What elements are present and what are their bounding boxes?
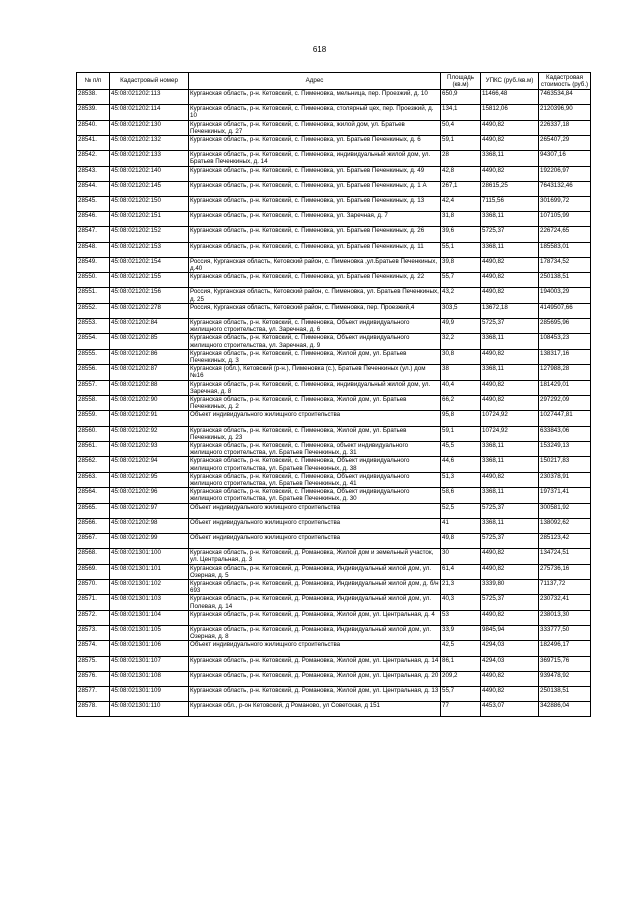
cell-upks: 3368,11 — [481, 151, 539, 166]
cell-upks: 3368,11 — [481, 441, 539, 456]
page-number: 618 — [312, 45, 327, 54]
cell-upks: 5725,37 — [481, 318, 539, 333]
cell-num: 28571. — [77, 595, 110, 610]
cell-cadastral: 45:08:021202:94 — [110, 457, 189, 472]
cell-address: Курганская область, р-н. Кетовский, д. Романовка, Индивидуальный жилой дом, ул. Озерная, д. 8 — [189, 625, 441, 640]
cell-cadastral: 45:08:021202:140 — [110, 166, 189, 181]
cell-cadastral: 45:08:021202:153 — [110, 242, 189, 257]
cell-cadastral: 45:08:021202:90 — [110, 395, 189, 410]
cell-address: Курганская область, р-н. Кетовский, с. Пименовка, ул. Братьев Печенкиных, д. 26 — [189, 227, 441, 242]
cell-cost: 197371,41 — [539, 488, 591, 503]
cell-address: Курганская область, р-н. Кетовский, с. Пименовка, Жилой дом, ул. Братьев Печенкиных, д. 3 — [189, 349, 441, 364]
cell-num: 28562. — [77, 457, 110, 472]
cell-num: 28544. — [77, 181, 110, 196]
cell-area: 21,3 — [441, 579, 481, 594]
table-row — [77, 380, 591, 395]
cell-area: 43,2 — [441, 288, 481, 303]
cell-upks: 4294,03 — [481, 641, 539, 656]
cell-num: 28539. — [77, 105, 110, 120]
cell-upks: 5725,37 — [481, 595, 539, 610]
table-row — [77, 579, 591, 594]
cell-upks: 5725,37 — [481, 503, 539, 518]
table-row — [77, 564, 591, 579]
cell-num: 28553. — [77, 318, 110, 333]
cell-area: 59,1 — [441, 426, 481, 441]
cell-cost: 138092,62 — [539, 518, 591, 533]
cell-upks: 4490,82 — [481, 136, 539, 151]
cell-num: 28576. — [77, 671, 110, 686]
cell-address: Курганская область, р-н. Кетовский, с. Пименовка, индивидуальный жилой дом, ул. Заречная, д. 8 — [189, 380, 441, 395]
table-row — [77, 625, 591, 640]
cell-upks: 3368,11 — [481, 518, 539, 533]
cell-address: Курганская область, р-н. Кетовский, д. Романовка, Жилой дом, ул. Центральная, д. 20 — [189, 671, 441, 686]
cell-num: 28563. — [77, 472, 110, 487]
cell-cost: 178734,52 — [539, 257, 591, 272]
cell-upks: 28615,25 — [481, 181, 539, 196]
cell-cadastral: 45:08:021202:133 — [110, 151, 189, 166]
cell-upks: 4490,82 — [481, 120, 539, 135]
cell-cost: 297292,09 — [539, 395, 591, 410]
cell-cost: 134724,51 — [539, 549, 591, 564]
cell-area: 53 — [441, 610, 481, 625]
cell-cadastral: 45:08:021202:114 — [110, 105, 189, 120]
cell-cadastral: 45:08:021202:86 — [110, 349, 189, 364]
cell-cadastral: 45:08:021301:108 — [110, 671, 189, 686]
cell-upks: 4490,82 — [481, 166, 539, 181]
cell-num: 28575. — [77, 656, 110, 671]
table-row — [77, 656, 591, 671]
table-row — [77, 303, 591, 318]
cell-area: 51,3 — [441, 472, 481, 487]
table-row — [77, 90, 591, 105]
cell-area: 50,4 — [441, 120, 481, 135]
cell-cadastral: 45:08:021202:84 — [110, 318, 189, 333]
cadastral-table — [76, 72, 591, 717]
cell-cadastral: 45:08:021202:87 — [110, 365, 189, 380]
cell-address: Объект индивидуального жилищного строительства — [189, 641, 441, 656]
table-row — [77, 288, 591, 303]
cell-cadastral: 45:08:021301:109 — [110, 686, 189, 701]
cell-num: 28557. — [77, 380, 110, 395]
cell-area: 33,9 — [441, 625, 481, 640]
table-row — [77, 457, 591, 472]
cell-cost: 275736,16 — [539, 564, 591, 579]
cell-address: Россия, Курганская область, Кетовский район, с. Пименовка ,ул.Братьев Печенкиных, д.40 — [189, 257, 441, 272]
cell-area: 77 — [441, 702, 481, 717]
table-row — [77, 395, 591, 410]
cell-address: Курганская область, р-н. Кетовский, д. Романовка, Индивидуальный жилой дом, ул. Полевая, д. 14 — [189, 595, 441, 610]
cell-address: Курганская область, р-н. Кетовский, с. Пименовка, объект индивидуального жилищного строительства, ул. Братьев Печенкиных, д. 31 — [189, 441, 441, 456]
cell-upks: 7115,56 — [481, 196, 539, 211]
cell-area: 30 — [441, 549, 481, 564]
cell-num: 28554. — [77, 334, 110, 349]
cell-cost: 939478,92 — [539, 671, 591, 686]
cell-cost: 285123,42 — [539, 533, 591, 548]
cell-cost: 181429,01 — [539, 380, 591, 395]
cell-area: 31,8 — [441, 212, 481, 227]
cell-address: Курганская область, р-н. Кетовский, с. Пименовка, Объект индивидуального жилищного строительства, ул. Заречная, д. 9 — [189, 334, 441, 349]
cell-upks: 4490,82 — [481, 671, 539, 686]
cell-num: 28546. — [77, 212, 110, 227]
cell-area: 134,1 — [441, 105, 481, 120]
table-row — [77, 686, 591, 701]
cell-upks: 9845,94 — [481, 625, 539, 640]
table-row — [77, 196, 591, 211]
header-cadastral: Кадастровый номер — [110, 73, 189, 90]
cell-cost: 226337,18 — [539, 120, 591, 135]
cell-address: Объект индивидуального жилищного строительства — [189, 533, 441, 548]
cell-address: Курганская область, р-н. Кетовский, с. Пименовка, Жилой дом, ул. Братьев Печенкиных, д. 23 — [189, 426, 441, 441]
header-upks: УПКС (руб./кв.м) — [481, 73, 539, 90]
cell-cost: 265407,29 — [539, 136, 591, 151]
cell-cadastral: 45:08:021301:105 — [110, 625, 189, 640]
cell-cadastral: 45:08:021202:152 — [110, 227, 189, 242]
cell-num: 28572. — [77, 610, 110, 625]
cell-address: Курганская область, р-н. Кетовский, с. Пименовка, Объект индивидуального жилищного строительства, ул. Братьев Печенкиных, д. 41 — [189, 472, 441, 487]
cell-num: 28570. — [77, 579, 110, 594]
cell-area: 55,1 — [441, 242, 481, 257]
table-row — [77, 595, 591, 610]
cell-address: Курганская область, р-н. Кетовский, с. Пименовка, столярный цех, пер. Проезжий, д. 10 — [189, 105, 441, 120]
cell-cadastral: 45:08:021202:145 — [110, 181, 189, 196]
cell-address: Курганская область, р-н. Кетовский, с. Пименовка, жилой дом, ул. Братьев Печенкиных, д. 27 — [189, 120, 441, 135]
cell-cadastral: 45:08:021301:103 — [110, 595, 189, 610]
cell-upks: 3368,11 — [481, 365, 539, 380]
cell-address: Россия, Курганская область, Кетовский район, с. Пименовка, пер. Проезжий,4 — [189, 303, 441, 318]
cell-cost: 342886,04 — [539, 702, 591, 717]
table-row — [77, 411, 591, 426]
cell-address: Курганская область, р-н. Кетовский, с. Пименовка, мельница, пер. Проезжий, д. 10 — [189, 90, 441, 105]
cell-cost: 285695,96 — [539, 318, 591, 333]
cell-address: Курганская область, р-н. Кетовский, д. Романовка, Жилой дом, ул. Центральная, д. 14 — [189, 656, 441, 671]
table-row — [77, 472, 591, 487]
cell-cost: 192206,97 — [539, 166, 591, 181]
header-num: № п/п — [77, 73, 110, 90]
cell-num: 28548. — [77, 242, 110, 257]
table-row — [77, 426, 591, 441]
cell-cost: 182496,17 — [539, 641, 591, 656]
table-row — [77, 641, 591, 656]
table-row — [77, 533, 591, 548]
cell-area: 44,6 — [441, 457, 481, 472]
cell-num: 28574. — [77, 641, 110, 656]
cell-num: 28567. — [77, 533, 110, 548]
cell-cost: 238013,30 — [539, 610, 591, 625]
cell-upks: 10724,92 — [481, 411, 539, 426]
cell-area: 39,8 — [441, 257, 481, 272]
cell-num: 28573. — [77, 625, 110, 640]
cell-area: 30,8 — [441, 349, 481, 364]
cell-num: 28568. — [77, 549, 110, 564]
cell-cost: 153249,13 — [539, 441, 591, 456]
cell-num: 28550. — [77, 273, 110, 288]
cell-area: 40,3 — [441, 595, 481, 610]
cell-cadastral: 45:08:021202:155 — [110, 273, 189, 288]
table-row — [77, 181, 591, 196]
cell-cost: 150217,83 — [539, 457, 591, 472]
cell-upks: 4490,82 — [481, 472, 539, 487]
cell-upks: 3368,11 — [481, 334, 539, 349]
cell-upks: 4490,82 — [481, 380, 539, 395]
cell-upks: 5725,37 — [481, 533, 539, 548]
cell-area: 650,9 — [441, 90, 481, 105]
cell-address: Курганская обл., р-он Кетовский, д Романово, ул Советская, д 151 — [189, 702, 441, 717]
cell-area: 38 — [441, 365, 481, 380]
cell-upks: 4294,03 — [481, 656, 539, 671]
cell-cost: 107105,99 — [539, 212, 591, 227]
cell-cost: 138317,16 — [539, 349, 591, 364]
cell-upks: 4490,82 — [481, 273, 539, 288]
cell-address: Объект индивидуального жилищного строительства — [189, 503, 441, 518]
cell-upks: 3368,11 — [481, 242, 539, 257]
cell-cost: 1027447,81 — [539, 411, 591, 426]
table-row — [77, 257, 591, 272]
cell-area: 95,8 — [441, 411, 481, 426]
cell-upks: 4490,82 — [481, 610, 539, 625]
table-row — [77, 242, 591, 257]
cell-address: Курганская область, р-н. Кетовский, с. Пименовка, Жилой дом, ул. Братьев Печенкиных, д. 2 — [189, 395, 441, 410]
cell-area: 55,7 — [441, 273, 481, 288]
table-row — [77, 227, 591, 242]
cell-area: 40,4 — [441, 380, 481, 395]
cell-num: 28560. — [77, 426, 110, 441]
cell-cost: 226724,65 — [539, 227, 591, 242]
cell-cadastral: 45:08:021202:278 — [110, 303, 189, 318]
cell-num: 28558. — [77, 395, 110, 410]
cell-address: Курганская область, р-н. Кетовский, д. Романовка, Жилой дом, ул. Центральная, д. 13 — [189, 686, 441, 701]
cell-cadastral: 45:08:021202:99 — [110, 533, 189, 548]
cell-num: 28552. — [77, 303, 110, 318]
cell-address: Курганская область, р-н. Кетовский, с. Пименовка, ул. Братьев Печенкиных, д. 6 — [189, 136, 441, 151]
cell-area: 32,2 — [441, 334, 481, 349]
cell-upks: 3339,80 — [481, 579, 539, 594]
cell-cadastral: 45:08:021202:95 — [110, 472, 189, 487]
cell-cadastral: 45:08:021202:97 — [110, 503, 189, 518]
cell-area: 39,6 — [441, 227, 481, 242]
cell-address: Курганская область, р-н. Кетовский, с. Пименовка, индивидуальный жилой дом, ул. Братьев Печенкиных, д. 14 — [189, 151, 441, 166]
cell-cost: 194003,29 — [539, 288, 591, 303]
cell-num: 28566. — [77, 518, 110, 533]
cell-cadastral: 45:08:021202:91 — [110, 411, 189, 426]
table-row — [77, 105, 591, 120]
cell-area: 303,5 — [441, 303, 481, 318]
cell-cost: 369715,76 — [539, 656, 591, 671]
cell-cadastral: 45:08:021202:88 — [110, 380, 189, 395]
cell-cadastral: 45:08:021301:110 — [110, 702, 189, 717]
cell-cadastral: 45:08:021202:154 — [110, 257, 189, 272]
cell-upks: 13672,18 — [481, 303, 539, 318]
cell-upks: 4490,82 — [481, 564, 539, 579]
cell-cost: 633843,06 — [539, 426, 591, 441]
cell-num: 28569. — [77, 564, 110, 579]
cell-area: 61,4 — [441, 564, 481, 579]
table-row — [77, 549, 591, 564]
cell-num: 28547. — [77, 227, 110, 242]
cell-cadastral: 45:08:021202:150 — [110, 196, 189, 211]
cell-cost: 4149507,66 — [539, 303, 591, 318]
cell-cost: 301699,72 — [539, 196, 591, 211]
cell-address: Россия, Курганская область, Кетовский район, с. Пименовка, ул. Братьев Печенкиных, д. 25 — [190, 288, 439, 303]
table-row — [77, 503, 591, 518]
cell-address: Курганская область, р-н. Кетовский, д. Романовка, Жилой дом, ул. Центральная, д. 4 — [189, 610, 441, 625]
table-row — [77, 212, 591, 227]
table-row — [77, 441, 591, 456]
cell-cadastral: 45:08:021301:100 — [110, 549, 189, 564]
cell-upks: 10724,92 — [481, 426, 539, 441]
cell-num: 28540. — [77, 120, 110, 135]
cell-cost: 108453,23 — [539, 334, 591, 349]
cell-area: 58,6 — [441, 488, 481, 503]
cell-cadastral: 45:08:021301:107 — [110, 656, 189, 671]
cell-area: 42,4 — [441, 196, 481, 211]
header-address: Адрес — [189, 73, 441, 90]
cell-num: 28545. — [77, 196, 110, 211]
cell-address: Объект индивидуального жилищного строительства — [189, 518, 441, 533]
cell-address: Курганская область, р-н. Кетовский, с. Пименовка, Объект индивидуального жилищного строительства, ул. Братьев Печенкиных, д. 30 — [189, 488, 441, 503]
cell-cost: 230378,91 — [539, 472, 591, 487]
cell-cost: 127988,28 — [539, 365, 591, 380]
header-cost: Кадастровая стоимость (руб.) — [539, 73, 591, 90]
cell-cost: 250138,51 — [539, 273, 591, 288]
table-row — [77, 273, 591, 288]
cell-address: Курганская область, р-н. Кетовский, д. Романовка, Жилой дом и земельный участок, ул. Центральная, д. 3 — [189, 549, 441, 564]
cell-num: 28578. — [77, 702, 110, 717]
cell-address: Курганская область, р-н. Кетовский, с. Пименовка, ул. Братьев Печенкиных, д. 49 — [189, 166, 441, 181]
table-header-row — [77, 73, 591, 90]
cell-cost: 333777,50 — [539, 625, 591, 640]
table-row — [77, 488, 591, 503]
cell-area: 45,5 — [441, 441, 481, 456]
cell-num: 28565. — [77, 503, 110, 518]
cell-cadastral: 45:08:021202:151 — [110, 212, 189, 227]
cell-address: Курганская (обл.), Кетовский (р-н.), Пименовка (с.), Братьев Печенкиных (ул.) дом №16 — [189, 365, 441, 380]
cell-area: 41 — [441, 518, 481, 533]
cell-cadastral: 45:08:021202:113 — [110, 90, 189, 105]
table-row — [77, 318, 591, 333]
cell-cadastral: 45:08:021202:130 — [110, 120, 189, 135]
cell-cost: 7463534,84 — [539, 90, 591, 105]
cell-num: 28551. — [77, 288, 110, 303]
table-row — [77, 349, 591, 364]
cell-num: 28564. — [77, 488, 110, 503]
table-row — [77, 518, 591, 533]
cell-cost: 250138,51 — [539, 686, 591, 701]
header-area: Площадь (кв.м) — [441, 73, 481, 90]
cell-upks: 3368,11 — [481, 212, 539, 227]
cell-cost: 300581,92 — [539, 503, 591, 518]
cell-cadastral: 45:08:021301:106 — [110, 641, 189, 656]
cell-area: 267,1 — [441, 181, 481, 196]
table-row — [77, 120, 591, 135]
cell-upks: 3368,11 — [481, 457, 539, 472]
cell-upks: 15812,06 — [481, 105, 539, 120]
table-row — [77, 334, 591, 349]
cell-upks: 4490,82 — [481, 349, 539, 364]
cell-cost: 230732,41 — [539, 595, 591, 610]
cell-upks: 3368,11 — [481, 488, 539, 503]
cell-upks: 4490,82 — [481, 395, 539, 410]
table-row — [77, 136, 591, 151]
cell-num: 28561. — [77, 441, 110, 456]
table-row — [77, 671, 591, 686]
cell-num: 28542. — [77, 151, 110, 166]
cell-cadastral: 45:08:021202:85 — [110, 334, 189, 349]
cell-cost: 94307,16 — [539, 151, 591, 166]
cell-num: 28543. — [77, 166, 110, 181]
cell-address: Курганская область, р-н. Кетовский, с. Пименовка, Объект индивидуального жилищного строительства, ул. Заречная, д. 6 — [189, 318, 441, 333]
cell-area: 86,1 — [441, 656, 481, 671]
table-row — [77, 365, 591, 380]
cell-upks: 4490,82 — [481, 686, 539, 701]
cell-num: 28555. — [77, 349, 110, 364]
cell-num: 28538. — [77, 90, 110, 105]
cell-cadastral: 45:08:021202:156 — [110, 288, 189, 303]
cell-cost: 71137,72 — [539, 579, 591, 594]
cell-num: 28549. — [77, 257, 110, 272]
cell-cadastral: 45:08:021202:98 — [110, 518, 189, 533]
cell-address: Объект индивидуального жилищного строительства — [189, 411, 441, 426]
cell-cadastral: 45:08:021202:93 — [110, 441, 189, 456]
cell-area: 66,2 — [441, 395, 481, 410]
cell-address: Курганская область, р-н. Кетовский, д. Романовка, Индивидуальный жилой дом, ул. Озерная, д. 5 — [189, 564, 441, 579]
cell-area: 59,1 — [441, 136, 481, 151]
cell-address: Курганская область, р-н. Кетовский, с. Пименовка, ул. Братьев Печенкиных, д. 1 А — [189, 181, 441, 196]
cell-upks: 11466,48 — [481, 90, 539, 105]
cell-cost: 2120396,90 — [539, 105, 591, 120]
table-row — [77, 702, 591, 717]
cell-num: 28556. — [77, 365, 110, 380]
cell-area: 42,5 — [441, 641, 481, 656]
cell-upks: 4490,82 — [481, 549, 539, 564]
cell-area: 49,8 — [441, 533, 481, 548]
cell-area: 55,7 — [441, 686, 481, 701]
cell-cadastral: 45:08:021202:96 — [110, 488, 189, 503]
cell-area: 52,5 — [441, 503, 481, 518]
cell-address: Курганская область, р-н. Кетовский, с. Пименовка, Объект индивидуального жилищного строительства, ул. Братьев Печенкиных, д. 38 — [189, 457, 441, 472]
cell-num: 28541. — [77, 136, 110, 151]
table-row — [77, 166, 591, 181]
cell-cost: 7643132,46 — [539, 181, 591, 196]
cell-cadastral: 45:08:021301:104 — [110, 610, 189, 625]
cell-cadastral: 45:08:021202:92 — [110, 426, 189, 441]
cell-upks: 4490,82 — [481, 288, 539, 303]
cell-num: 28559. — [77, 411, 110, 426]
cell-area: 209,2 — [441, 671, 481, 686]
cell-upks: 5725,37 — [481, 227, 539, 242]
cell-cadastral: 45:08:021202:132 — [110, 136, 189, 151]
cell-upks: 4490,82 — [481, 257, 539, 272]
table-row — [77, 151, 591, 166]
cell-num: 28577. — [77, 686, 110, 701]
cell-cadastral: 45:08:021301:102 — [110, 579, 189, 594]
cell-address: Курганская область, р-н. Кетовский, с. Пименовка, ул. Братьев Печенкиных, д. 22 — [189, 273, 441, 288]
cell-upks: 4453,07 — [481, 702, 539, 717]
cell-cadastral: 45:08:021301:101 — [110, 564, 189, 579]
cell-cost: 185583,01 — [539, 242, 591, 257]
cell-area: 28 — [441, 151, 481, 166]
cell-address: Курганская область, р-н. Кетовский, с. Пименовка, ул. Братьев Печенкиных, д. 13 — [189, 196, 441, 211]
table-row — [77, 610, 591, 625]
cell-address: Курганская область, р-н. Кетовский, с. Пименовка, ул. Братьев Печенкиных, д. 11 — [189, 242, 441, 257]
cell-address: Курганская область, р-н. Кетовский, с. Пименовка, ул. Заречная, д. 7 — [189, 212, 441, 227]
cell-area: 49,9 — [441, 318, 481, 333]
cell-area: 42,8 — [441, 166, 481, 181]
cell-address: Курганская область, р-н. Кетовский, д. Романовка, Индивидуальный жилой дом, д. б/н 693 — [190, 579, 439, 595]
